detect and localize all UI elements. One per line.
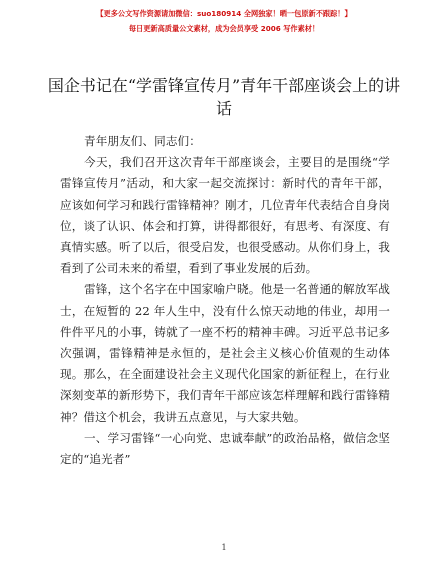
body-paragraph-2: 雷锋，这个名字在中国家喻户晓。他是一名普通的解放军战士，在短暂的 22 年人生中，没有什么惊天动地的伟业，却用一件件平凡的小事，铸就了一座不朽的精神丰碑。习近平总书记多次强调，雷锋精神是永恒的，是社会主义核心价值观的生动体现。那么，在全面建设社会主义现代化国家的新征程上，在行业深刻变革的新形势下，我们青年干部应该怎样理解和践行雷锋精神？借这个机会，我讲五点意见，与大家共勉。 (60, 282, 390, 424)
document-body (60, 131, 390, 470)
page-number: 1 (221, 543, 227, 552)
body-paragraph-1: 今天，我们召开这次青年干部座谈会，主要目的是围绕“学雷锋宣传月”活动，和大家一起交流探讨：新时代的青年干部，应该如何学习和践行雷锋精神？刚才，几位青年代表结合自身岗位，谈了认识、体会和打算，讲得都很好，有思考、有深度、有真情实感。听了以后，很受启发，也很受感动。从你们身上，我看到了公司未来的希望，看到了事业发展的后劲。 (60, 155, 390, 276)
salutation: 青年朋友们、同志们： (84, 134, 201, 148)
promo-banner-line-2: 每日更新高质量公文素材，成为会员享受 2006 写作素材！ (128, 24, 320, 33)
promo-banner (0, 6, 448, 36)
promo-banner-line-1: 【更多公文写作资源请加微信：suo180914 全网独家！晒一包原新不跟踪！】 (96, 9, 352, 18)
document-title: 国企书记在“学雷锋宣传月”青年干部座谈会上的讲话 (47, 76, 401, 118)
section-heading-1: 一、学习雷锋“一心向党、忠诚奉献”的政治品格，做信念坚定的“追光者” (60, 430, 390, 467)
